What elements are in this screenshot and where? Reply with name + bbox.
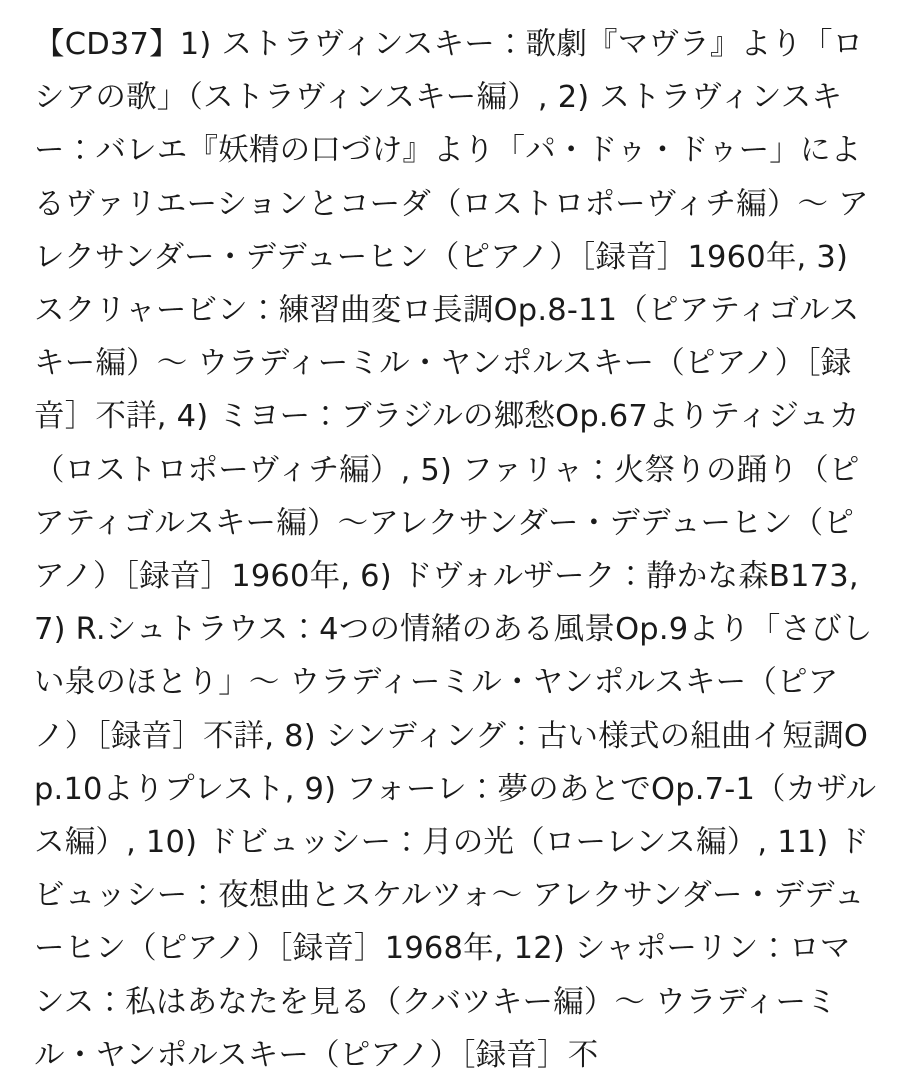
- track-listing-text: 【CD37】1) ストラヴィンスキー：歌劇『マヴラ』より「ロシアの歌」（ストラヴィンスキー編）, 2) ストラヴィンスキー：バレエ『妖精の口づけ』より「パ・ドゥ・ドゥー」によるヴァリエーションとコーダ（ロストロポーヴィチ編）～ アレクサンダー・デデューヒン（ピアノ）［録音］1960年, 3) スクリャービン：練習曲変ロ長調Op.8-11（ピアティゴルスキー編）～ ウラディーミル・ヤンポルスキー（ピアノ）［録音］不詳, 4) ミヨー：ブラジルの郷愁Op.67よりティジュカ（ロストロポーヴィチ編）, 5) ファリャ：火祭りの踊り（ピアティゴルスキー編）～アレクサンダー・デデューヒン（ピアノ）［録音］1960年, 6) ドヴォルザーク：静かな森B173, 7) R.シュトラウス：4つの情緒のある風景Op.9より「さびしい泉のほとり」～ ウラディーミル・ヤンポルスキー（ピアノ）［録音］不詳, 8) シンディング：古い様式の組曲イ短調Op.10よりプレスト, 9) フォーレ：夢のあとでOp.7-1（カザルス編）, 10) ドビュッシー：月の光（ローレンス編）, 11) ドビュッシー：夜想曲とスケルツォ～ アレクサンダー・デデューヒン（ピアノ）［録音］1968年, 12) シャポーリン：ロマンス：私はあなたを見る（クバツキー編）～ ウラディーミル・ヤンポルスキー（ピアノ）［録音］不: [34, 27, 877, 1073]
